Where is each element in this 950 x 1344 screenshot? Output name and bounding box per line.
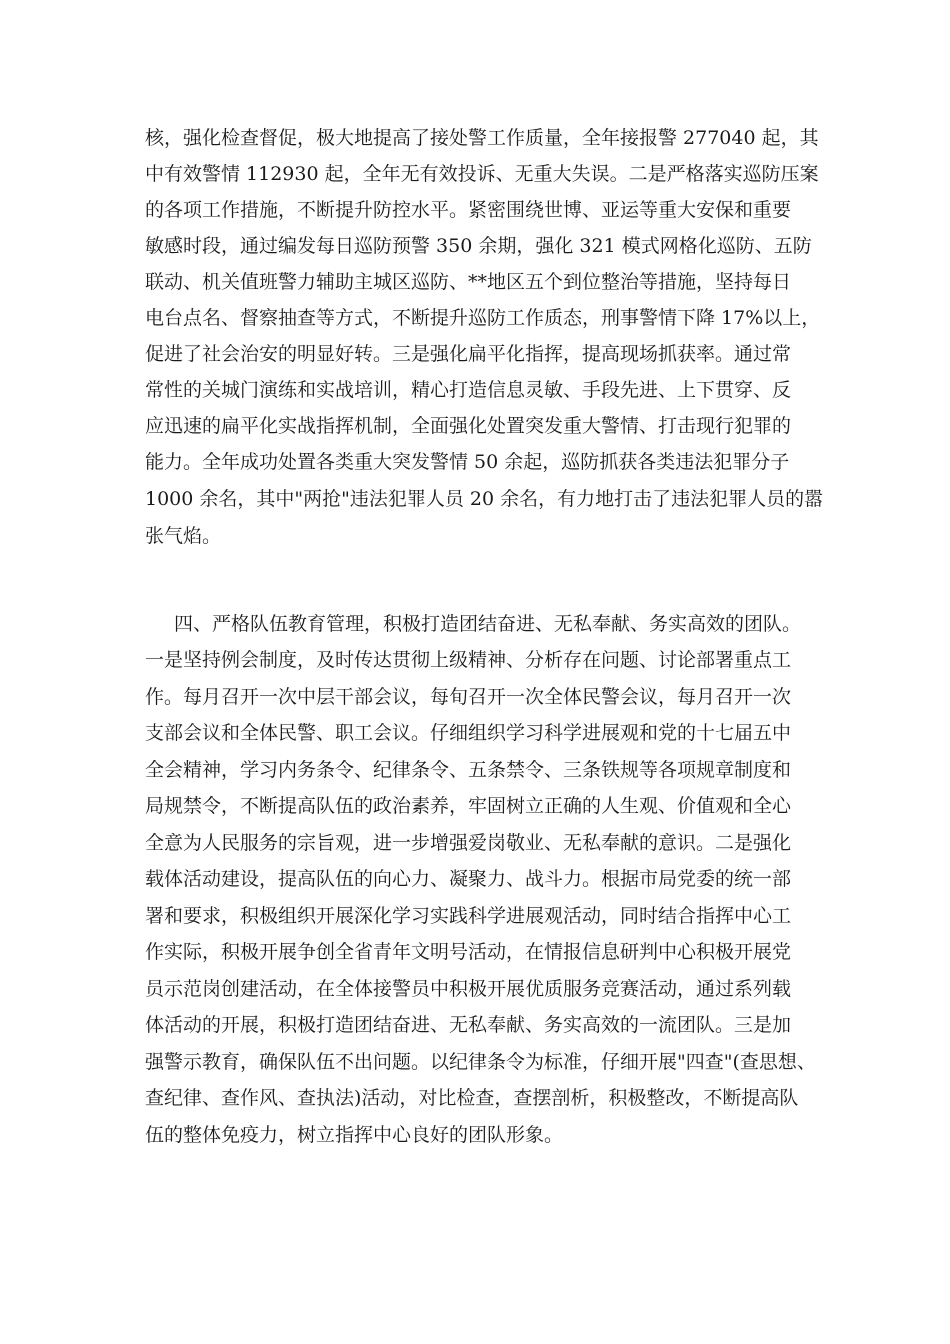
text-line: 强警示教育，确保队伍不出问题。以纪律条令为标准，仔细开展"四查"(查思想、 <box>145 1051 816 1073</box>
text-line: 作。每月召开一次中层干部会议，每旬召开一次全体民警会议，每月召开一次 <box>145 686 792 708</box>
text-line: 能力。全年成功处置各类重大突发警情 50 余起，巡防抓获各类违法犯罪分子 <box>145 451 790 473</box>
text-line: 常性的关城门演练和实战培训，精心打造信息灵敏、手段先进、上下贯穿、反 <box>145 379 792 401</box>
text-line: 核，强化检查督促，极大地提高了接处警工作质量，全年接报警 277040 起，其 <box>145 127 819 149</box>
text-line: 促进了社会治安的明显好转。三是强化扁平化指挥，提高现场抓获率。通过常 <box>145 343 792 365</box>
text-line: 作实际，积极开展争创全省青年文明号活动，在情报信息研判中心积极开展党 <box>145 941 792 963</box>
text-line: 应迅速的扁平化实战指挥机制，全面强化处置突发重大警情、打击现行犯罪的 <box>145 415 792 437</box>
text-line: 体活动的开展，积极打造团结奋进、无私奉献、务实高效的一流团队。三是加 <box>145 1014 792 1036</box>
text-line: 中有效警情 112930 起，全年无有效投诉、无重大失误。二是严格落实巡防压案 <box>145 163 819 185</box>
text-line: 联动、机关值班警力辅助主城区巡防、**地区五个到位整治等措施，坚持每日 <box>145 271 792 293</box>
text-line: 四、严格队伍教育管理，积极打造团结奋进、无私奉献、务实高效的团队。 <box>174 613 802 635</box>
text-line: 的各项工作措施，不断提升防控水平。紧密围绕世博、亚运等重大安保和重要 <box>145 199 792 221</box>
text-line: 支部会议和全体民警、职工会议。仔细组织学习科学进展观和党的十七届五中 <box>145 722 792 744</box>
text-line: 全会精神，学习内务条令、纪律条令、五条禁令、三条铁规等各项规章制度和 <box>145 759 792 781</box>
text-line: 局规禁令，不断提高队伍的政治素养，牢固树立正确的人生观、价值观和全心 <box>145 795 792 817</box>
text-line: 载体活动建设，提高队伍的向心力、凝聚力、战斗力。根据市局党委的统一部 <box>145 868 792 890</box>
text-line: 查纪律、查作风、查执法)活动，对比检查，查摆剖析，积极整改，不断提高队 <box>145 1087 799 1109</box>
text-line: 全意为人民服务的宗旨观，进一步增强爱岗敬业、无私奉献的意识。二是强化 <box>145 832 792 854</box>
text-line: 敏感时段，通过编发每日巡防预警 350 余期，强化 321 模式网格化巡防、五防 <box>145 235 812 257</box>
text-line: 伍的整体免疫力，树立指挥中心良好的团队形象。 <box>145 1124 564 1146</box>
text-line: 1000 余名，其中"两抢"违法犯罪人员 20 余名，有力地打击了违法犯罪人员的嚣 <box>145 488 824 510</box>
text-line: 一是坚持例会制度，及时传达贯彻上级精神、分析存在问题、讨论部署重点工 <box>145 649 792 671</box>
text-line: 电台点名、督察抽查等方式，不断提升巡防工作质态，刑事警情下降 17%以上， <box>145 307 821 329</box>
text-line: 张气焰。 <box>145 525 222 547</box>
text-line: 员示范岗创建活动，在全体接警员中积极开展优质服务竞赛活动，通过系列载 <box>145 978 792 1000</box>
text-line: 署和要求，积极组织开展深化学习实践科学进展观活动，同时结合指挥中心工 <box>145 905 792 927</box>
